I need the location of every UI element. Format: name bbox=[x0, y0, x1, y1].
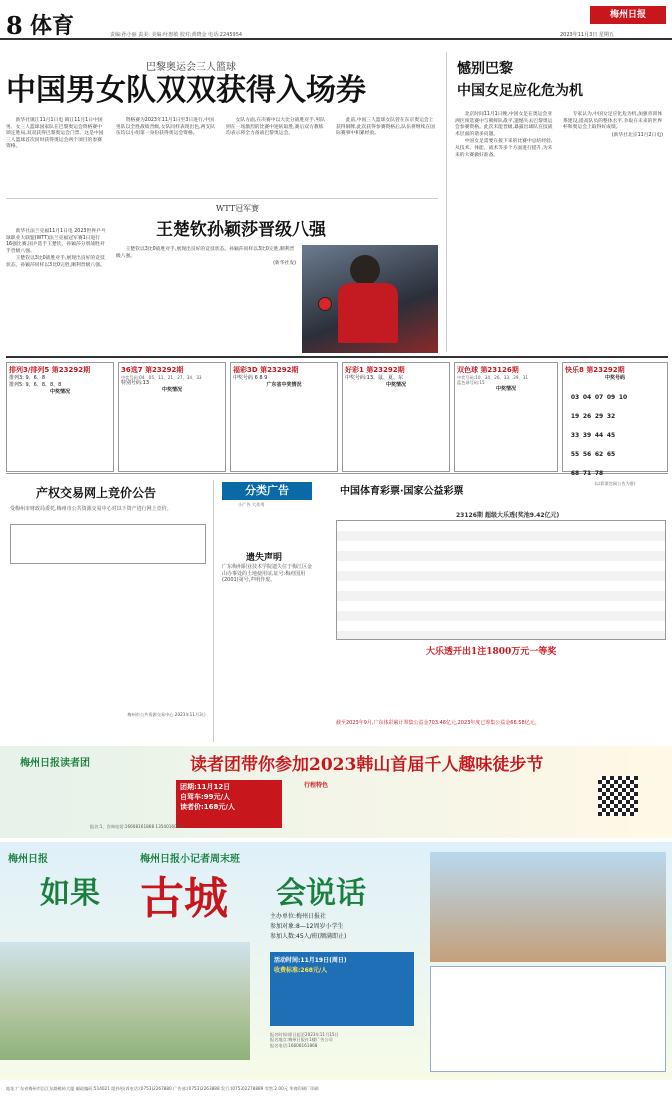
classified-ads bbox=[218, 480, 318, 742]
kl8-number: 78 bbox=[594, 470, 604, 477]
kl8-number: 56 bbox=[582, 451, 592, 458]
notice-title: 遗失声明 bbox=[246, 553, 283, 563]
ad1-features: 行程特色 bbox=[304, 782, 329, 789]
gatehouse-photo bbox=[430, 852, 666, 962]
page-footer: 地址:广东省梅州市沿江东路桃岭大厦 邮政编码:514021 阻抄/投诉电话:(0753)2267880 广告部:(0753)2263888 发行:(0753)2278889 零售:2.00元 华商印刷厂印刷 bbox=[6, 1086, 319, 1091]
paper-logo: 梅州日报 bbox=[590, 6, 666, 24]
lottery-sub: 中奖情况 bbox=[495, 385, 516, 392]
tt-text1: 新华社法兰克福11月1日电 2023世界乒乓球职业大联盟(WTT)法兰克福冠军赛1日进行16强比赛,国乒选手王楚钦、孙颖莎分别战胜对手晋级八强。 bbox=[6, 229, 106, 254]
lottery-name: 好彩1 bbox=[345, 366, 364, 374]
lottery-line: 中奖号码:10、34、26、33、29、31 bbox=[457, 375, 529, 380]
kl8-number: 10 bbox=[618, 394, 628, 401]
issue-date: 2023年11月3日 星期五 bbox=[560, 32, 614, 38]
tt-kicker: WTT冠军赛 bbox=[216, 204, 260, 213]
tt-headline: 王楚钦孙颖莎晋级八强 bbox=[156, 220, 326, 240]
ad2-signup-time: 报名时间:即日起至2023年11月15日 bbox=[270, 1032, 339, 1037]
lottery-kl8 bbox=[562, 362, 668, 486]
ad2-time-box bbox=[270, 952, 414, 1026]
kl8-number: 71 bbox=[582, 470, 592, 477]
kl8-number: 45 bbox=[606, 432, 616, 439]
page-header bbox=[0, 0, 672, 40]
kl8-number: 07 bbox=[594, 394, 604, 401]
ad2-place: 报名地点:梅州日报社1楼广告公司 bbox=[270, 1037, 333, 1043]
kl8-number: 55 bbox=[570, 451, 580, 458]
kl8-number: 62 bbox=[594, 451, 604, 458]
sidebar-text3: 专家认为,中国女足应化危为机,加强青训体系建设,提高队员的整体水平,争取在未来的世界杯和奥运会上取得好成绩。 bbox=[563, 112, 662, 131]
kl8-number: 65 bbox=[606, 451, 616, 458]
lottery-sub: 中奖情况 bbox=[49, 389, 70, 395]
lottery-line: 蓝色球号码:15 bbox=[457, 380, 485, 386]
lead-col1: 新华社镇江11月1日电 镇江11月1日中国男、女三人篮球国家队在巴黎奥运会资格赛中锁定胜局,双双获得巴黎奥运会门票。这是中国三人篮球首次同时获得奥运会两个项目的参赛资格。 bbox=[6, 118, 104, 150]
ad1-self-drive: 自驾车:99元/人 bbox=[180, 793, 231, 801]
classified-sub: 小广告 大作用 bbox=[238, 502, 265, 507]
ad2-count: 参加人数:45人/班(额满即止) bbox=[270, 933, 347, 940]
sidebar-story bbox=[446, 52, 668, 352]
auction-title: 产权交易网上竞价公告 bbox=[36, 486, 157, 500]
kl8-number: 29 bbox=[594, 413, 604, 420]
lottery-name: 36选7 bbox=[121, 366, 143, 374]
lottery-issue: 第23126期 bbox=[480, 366, 519, 374]
lottery-line: 中奖号码 6 8 9 bbox=[233, 375, 268, 381]
lottery-sub: (以彩票官网公告为准) bbox=[594, 481, 636, 486]
classified-banner: 分类广告 bbox=[222, 482, 312, 500]
lottery-issue: 第23292期 bbox=[586, 366, 625, 374]
lottery-sub: 广东省中奖情况 bbox=[266, 382, 302, 388]
ad2-tel: 报名电话:16608161868 bbox=[270, 1042, 318, 1048]
lottery-issue: 第23292期 bbox=[51, 366, 91, 374]
lottery-3d bbox=[230, 362, 338, 472]
lottery-issue: 第23292期 bbox=[260, 366, 299, 374]
lottery-issue: 第23292期 bbox=[145, 366, 184, 374]
lottery-36x7 bbox=[118, 362, 226, 472]
sidebar-kicker: 憾别巴黎 bbox=[457, 61, 513, 77]
lottery-name: 福彩3D bbox=[233, 366, 258, 374]
tt-byline: (新华社发) bbox=[273, 261, 296, 267]
ad2-sub: 梅州日报小记者周末班 bbox=[140, 854, 240, 865]
auction-footer: 梅州市公共资源交易中心 2023年11月3日 bbox=[127, 712, 206, 717]
section-title: 体育 bbox=[30, 13, 75, 39]
lead-headline: 中国男女队双双获得入场券 bbox=[6, 73, 366, 108]
tt-text2: 王楚钦以3比0战胜对手,展现出良好的竞技状态。孙颖莎同样以3比0完胜,顺利晋级八强。 bbox=[6, 256, 105, 268]
kl8-number: 26 bbox=[582, 413, 592, 420]
tt-photo bbox=[302, 245, 438, 353]
prize-table bbox=[336, 520, 666, 640]
tt-text-cont: 王楚钦以3比0战胜对手,展现出良好的竞技状态。孙颖莎同样以3比0完胜,顺利晋级八强。 bbox=[116, 247, 295, 259]
lottery-issue: 第23292期 bbox=[366, 366, 405, 374]
kl8-number: 03 bbox=[570, 394, 580, 401]
jackpot-banner: 大乐透开出1注1800万元一等奖 bbox=[426, 647, 557, 657]
lottery-strip bbox=[6, 356, 668, 486]
old-town-photo bbox=[0, 942, 250, 1060]
auction-table bbox=[10, 524, 206, 564]
sidebar-text2: 中国女足需要在接下来的比赛中总结经验,从技术、体能、战术等多个方面进行提升,为未来的大赛做好准备。 bbox=[455, 139, 553, 158]
ad2-fee: 收费标准:268元/人 bbox=[274, 967, 328, 974]
ad1-phone: 报名:1、咨询电话:16608161868 13540160071 bbox=[90, 824, 185, 829]
lead-col2: 资格赛为2023年11月1日至3日进行,中国男队以全胜战绩晋级,女队同样表现出色,两支队伍均以小组第一身份获得奥运会资格。 bbox=[116, 118, 215, 137]
kl8-number-grid bbox=[565, 382, 665, 481]
sidebar-headline: 中国女足应化危为机 bbox=[457, 83, 583, 99]
lottery-name: 快乐8 bbox=[565, 366, 584, 374]
lottery-ssq bbox=[454, 362, 558, 472]
ad2-info bbox=[270, 912, 346, 942]
lead-col3: 女队方面,在决赛中以大比分战胜对手,男队则在一场激烈的比赛中逆转取胜,赛后双方教练均表示将全力备战巴黎奥运会。 bbox=[226, 118, 325, 137]
ad1-price-box bbox=[176, 780, 282, 828]
ad2-title-c: 会说话 bbox=[276, 876, 366, 911]
lottery-line: 中奖号码:13、鼠、夏、东 bbox=[345, 375, 404, 381]
lottery-name: 双色球 bbox=[457, 366, 478, 374]
ad1-reader: 读者价:168元/人 bbox=[180, 803, 235, 811]
ad2-host: 主办单位:梅州日报社 bbox=[270, 913, 327, 920]
ad2-title-b: 古城 bbox=[140, 873, 228, 924]
ad2-time: 活动时间:11月19日(周日) bbox=[274, 957, 347, 964]
ad2-brand: 梅州日报 bbox=[8, 854, 48, 865]
kl8-number: 39 bbox=[582, 432, 592, 439]
table-tennis-story bbox=[6, 198, 438, 354]
ad2-signup bbox=[270, 1032, 420, 1048]
ad1-headline: 读者团带你参加2023韩山首届千人趣味徒步节 bbox=[190, 755, 544, 775]
lottery-sub: 中奖情况 bbox=[385, 382, 406, 388]
schedule-table bbox=[430, 966, 666, 1072]
lottery-line: 中奖号码:04、05、11、21、27、34、33 bbox=[121, 375, 202, 380]
sidebar-byline: (新华社北京11月2日电) bbox=[611, 132, 663, 138]
ad1-date: 团期:11月12日 bbox=[180, 783, 231, 791]
lottery-name: 排列3/排列5 bbox=[9, 366, 50, 374]
ad2-title-a: 如果 bbox=[40, 876, 100, 911]
kids-reporter-ad bbox=[0, 842, 672, 1080]
kl8-number: 04 bbox=[582, 394, 592, 401]
credits: 责编:孙小丽 责美: 美编:叶惠敏 校对:黄晓金 电话:2245954 bbox=[110, 32, 243, 38]
lottery-line: 排列3: 9、6、8 bbox=[9, 375, 45, 381]
sidebar-text1: 北京时间11月1日晚,中国女足在奥运会亚洲区预选赛中与朝鲜队战平,遗憾失去巴黎奥运会参赛资格。此次未能晋级,暴露出球队在技战术层面的诸多问题。 bbox=[455, 112, 553, 137]
lottery-sub: 中奖情况 bbox=[161, 387, 182, 394]
sports-lottery-title: 中国体育彩票·国家公益彩票 bbox=[340, 486, 464, 497]
lottery-line: 中奖号码 bbox=[604, 375, 625, 381]
auction-notice bbox=[6, 480, 214, 742]
lead-col4: 此前,中国三人篮球女队曾在东京奥运会上获得铜牌,此次获得参赛资格后,队伍将继续在国际赛事中积累经验。 bbox=[336, 118, 435, 137]
lottery-hc1 bbox=[342, 362, 450, 472]
ad1-brand: 梅州日报读者团 bbox=[20, 758, 90, 769]
kl8-number: 68 bbox=[570, 470, 580, 477]
reader-tour-ad bbox=[0, 746, 672, 838]
kl8-number: 33 bbox=[570, 432, 580, 439]
kl8-number: 09 bbox=[606, 394, 616, 401]
qr-code-icon bbox=[598, 776, 638, 816]
sports-lottery bbox=[336, 480, 668, 742]
lottery-line: 特别号码:13 bbox=[121, 380, 150, 387]
kl8-number: 19 bbox=[570, 413, 580, 420]
lottery-line: 排列5: 9、6、8、8、8 bbox=[9, 382, 62, 388]
draw-label: 23126期 超级大乐透(奖池9.42亿元) bbox=[456, 512, 560, 519]
lead-kicker: 巴黎奥运会三人篮球 bbox=[146, 62, 236, 73]
kl8-number: 44 bbox=[594, 432, 604, 439]
notice-text: 广东梅州职业技术学院遗失位于梅江区金山办事处的土地使用证,证号:梅府国用(2001)第号,声明作废。 bbox=[222, 564, 313, 583]
lead-story bbox=[6, 44, 438, 194]
lottery-summary: 截至2023年9月,广东体彩累计筹集公益金703.46亿元,2023年度已筹集公益金66.58亿元。 bbox=[336, 720, 540, 726]
auction-text: 受梅州市财政局委托,梅州市公共资源交易中心对以下资产进行网上竞价。 bbox=[10, 506, 172, 512]
lottery-pl35 bbox=[6, 362, 114, 472]
ad2-audience: 参加对象:8—12周岁小学生 bbox=[270, 923, 344, 930]
kl8-number: 32 bbox=[606, 413, 616, 420]
page-number: 8 bbox=[6, 11, 23, 40]
